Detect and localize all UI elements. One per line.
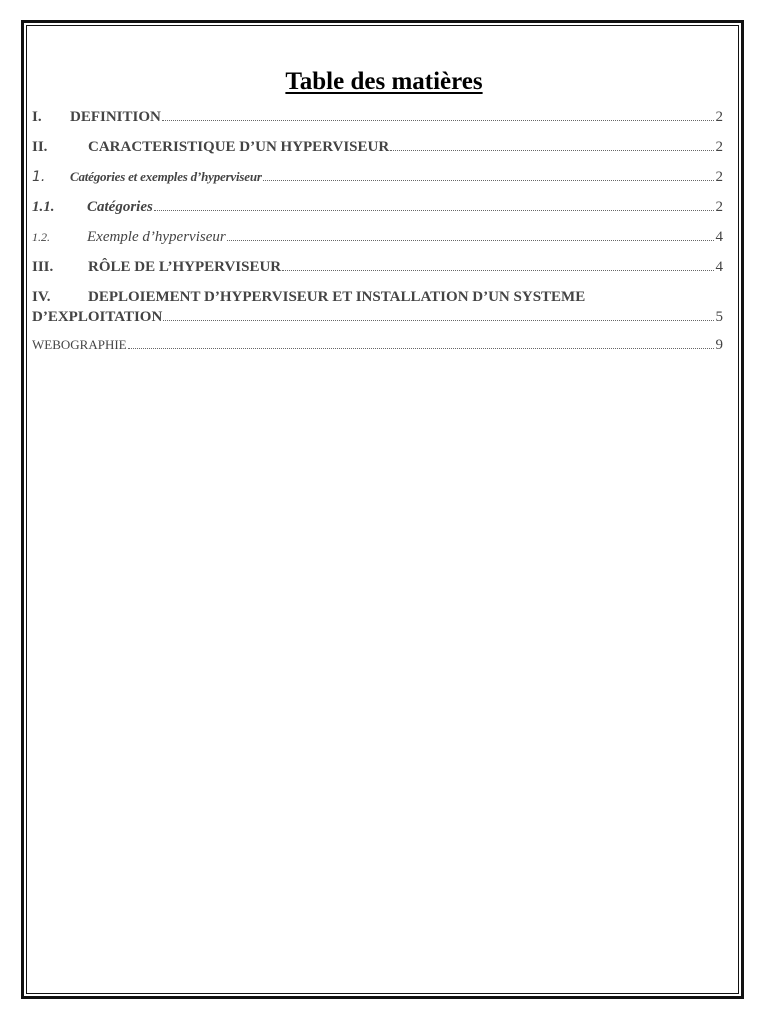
toc-entry-number: III. bbox=[32, 259, 54, 275]
toc-entry-number: I. bbox=[32, 109, 42, 125]
toc-entry-page: 2 bbox=[715, 169, 723, 185]
toc-entry-page: 4 bbox=[715, 259, 723, 275]
toc-entry-page: 2 bbox=[715, 139, 723, 155]
toc-dot-leader bbox=[162, 120, 714, 121]
toc-entry-label: DEPLOIEMENT D’HYPERVISEUR ET INSTALLATION D’UN SYSTEME bbox=[88, 289, 586, 305]
toc-dot-leader bbox=[282, 270, 713, 271]
toc-entry-categories-exemples[interactable] bbox=[32, 166, 723, 196]
toc-entry-line bbox=[32, 287, 723, 307]
toc-entry-number: IV. bbox=[32, 289, 51, 305]
page-title: Table des matières bbox=[285, 68, 483, 95]
toc-entry-label: CARACTERISTIQUE D’UN HYPERVISEUR bbox=[88, 139, 390, 155]
toc-entry-page: 2 bbox=[715, 109, 723, 125]
toc-dot-leader bbox=[128, 348, 714, 349]
toc-entry-number: II. bbox=[32, 139, 48, 155]
toc-entry-page: 5 bbox=[715, 309, 723, 325]
toc-entry-label: Catégories bbox=[87, 199, 153, 215]
toc-entry-deploiement[interactable] bbox=[32, 286, 723, 334]
toc-dot-leader bbox=[163, 320, 713, 321]
toc-entry-line bbox=[32, 307, 723, 327]
toc-entry-label: Exemple d’hyperviseur bbox=[87, 229, 226, 245]
toc-entry-exemple-hyperviseur[interactable] bbox=[32, 226, 723, 256]
toc-entry-page: 2 bbox=[715, 199, 723, 215]
toc-entry-label: RÔLE DE L’HYPERVISEUR bbox=[88, 259, 282, 275]
toc-entry-webographie[interactable] bbox=[32, 334, 723, 364]
toc-entry-page: 4 bbox=[715, 229, 723, 245]
toc-entry-label: Catégories et exemples d’hyperviseur bbox=[70, 169, 262, 184]
toc-entry-number: 1.2. bbox=[32, 230, 50, 244]
toc-dot-leader bbox=[263, 180, 714, 181]
toc-entry-number: 1.1. bbox=[32, 199, 55, 215]
toc-entry-number: 1. bbox=[32, 169, 46, 185]
toc-entry-role[interactable] bbox=[32, 256, 723, 286]
toc-dot-leader bbox=[390, 150, 713, 151]
toc-entry-label-continued: D’EXPLOITATION bbox=[32, 309, 163, 325]
toc-dot-leader bbox=[227, 240, 714, 241]
toc-dot-leader bbox=[154, 210, 714, 211]
toc-entry-label: WEBOGRAPHIE bbox=[32, 337, 127, 352]
toc-entry-categories[interactable] bbox=[32, 196, 723, 226]
toc-entry-caracteristique[interactable] bbox=[32, 136, 723, 166]
toc-entry-page: 9 bbox=[715, 337, 723, 353]
toc-entry-label: DEFINITION bbox=[70, 109, 161, 125]
table-of-contents bbox=[32, 106, 723, 364]
toc-entry-definition[interactable] bbox=[32, 106, 723, 136]
